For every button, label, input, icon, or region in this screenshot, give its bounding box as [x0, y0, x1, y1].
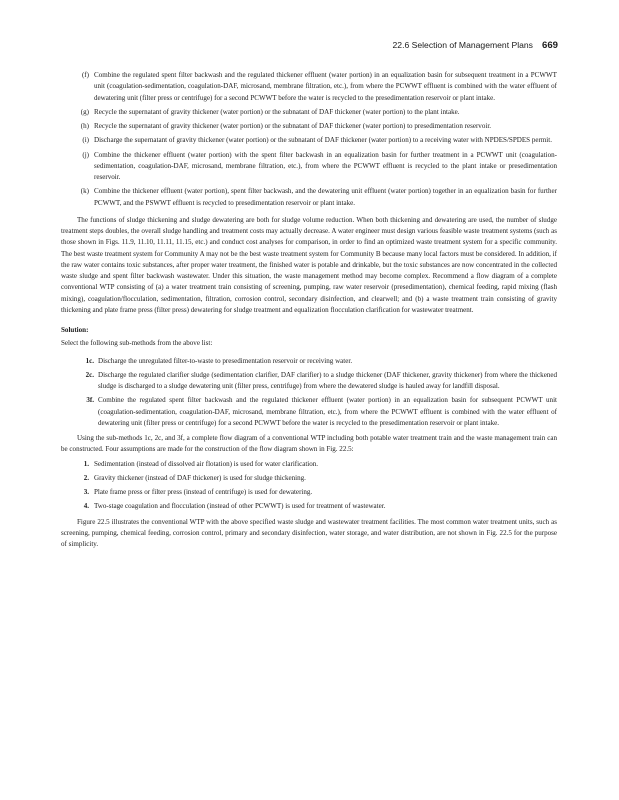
assumption-text: Plate frame press or filter press (instead of centrifuge) is used for dewatering.: [94, 488, 313, 496]
item-text: Combine the thickener effluent (water portion) with the spent filter backwash in an equalization basin for further treatment in a PCWWT unit (coagulation-sedimentation, coagulation-DAF, microsand, membrane filtration, etc.), from where the PCWWT effluent is recycled to the plant intake or presedimentation reservoir.: [94, 150, 557, 181]
list-item-k: [61, 186, 557, 209]
assumption-text: Two-stage coagulation and flocculation (instead of other PCWWT) is used for treatment of wastewater.: [94, 502, 386, 511]
list-item-f: [61, 70, 557, 104]
assumption-list: [61, 459, 557, 513]
list-item-j: [61, 150, 557, 184]
item-label: (j): [82, 150, 89, 159]
item-text: Recycle the supernatant of gravity thickener (water portion) or the subnatant of DAF thickener (water portion) to presedimentation reservoir.: [94, 122, 492, 130]
sub-method-text: Discharge the unregulated filter-to-waste to presedimentation reservoir or receiving water.: [98, 356, 353, 365]
sub-method-1c: [61, 356, 557, 367]
item-text: Combine the thickener effluent (water portion), spent filter backwash, and the dewatering unit effluent (water portion) together in an equalization basin for further PCWWT, and the PSWWT effluent is recycled to presedimentation reservoir or plant intake.: [94, 187, 557, 207]
assumption-item: [61, 459, 557, 470]
assumption-text: Gravity thickener (instead of DAF thickener) is used for sludge thickening.: [94, 473, 306, 482]
item-label: (k): [80, 187, 89, 196]
assumption-label: 2.: [83, 473, 89, 482]
assumption-paragraph: Using the sub-methods 1c, 2c, and 3f, a complete flow diagram of a conventional WTP including both potable water treatment train and the waste management train can be constructed. Four assumptions are made for the construction of the flow diagram shown in Fig. 22.5:: [61, 434, 557, 454]
assumption-label: 1.: [83, 459, 89, 468]
sub-method-label: 2c.: [85, 370, 94, 379]
section-title: 22.6 Selection of Management Plans: [392, 40, 533, 50]
closing-paragraph: Figure 22.5 illustrates the conventional WTP with the above specified waste sludge and wastewater treatment facilities. The most common water treatment units, such as screening, pumping, chemical feeding, corrosion control, primary and secondary disinfection, water storage, and water distribution, are not shown in Fig. 22.5 for the purpose of simplicity.: [61, 517, 557, 548]
assumption-label: 4.: [83, 502, 89, 511]
solution-heading: Solution:: [61, 326, 89, 334]
list-item-h: [61, 121, 557, 132]
running-head: [60, 40, 558, 51]
page-number: 669: [541, 40, 558, 51]
page-body: [61, 70, 557, 550]
lettered-list: [61, 70, 557, 209]
sub-method-text: Combine the regulated spent filter backwash and the regulated thickener effluent (water portion) in an equalization basin for subsequent PCWWT unit (coagulation-sedimentation, coagulation-DAF, microsand, membrane filtration, etc.), from where the PCWWT effluent is combined with the water effluent of dewatering unit (filter press or centrifuge) for a second PCWWT before the water is recycled to the presedimentation reservoir or plant intake.: [98, 396, 557, 427]
item-text: Recycle the supernatant of gravity thickener (water portion) or the subnatant of DAF thickener (water portion) to the plant intake.: [94, 107, 460, 116]
item-label: (f): [81, 71, 89, 79]
list-item-i: [61, 135, 557, 146]
sub-method-2c: [61, 370, 557, 393]
list-item-g: [61, 107, 557, 118]
solution-intro: Select the following sub-methods from the above list:: [61, 339, 213, 348]
item-text: Combine the regulated spent filter backwash and the regulated thickener effluent (water portion) in an equalization basin for subsequent treatment in a PCWWT unit (coagulation-sedimentation, coagulation-DAF, microsand, membrane filtration, etc.), from where the PCWWT effluent is combined with the water effluent of dewatering unit (filter press or centrifuge) for a second PCWWT before the water is recycled to the presedimentation reservoir or plant intake.: [94, 71, 557, 102]
assumption-label: 3.: [83, 488, 89, 496]
problem-paragraph: The functions of sludge thickening and sludge dewatering are both for sludge volume reduction. When both thickening and dewatering are used, the number of sludge treatment steps doubles, the overall sludge handling and treatment costs may actually decrease. A water engineer must design various feasible waste treatment systems (such as those shown in Figs. 11.9, 11.10, 11.11, 11.15, etc.) and conduct cost analyses for comparison, in order to find an optimized waste treatment system for a specific community. The best waste treatment system for Community A may not be the best waste treatment system for Community B because many local factors must be considered. In addition, if the raw water contains toxic substances, after proper water treatment, the finished water is potable and drinkable, but the toxic substances are now concentrated in the collected waste sludge and spent filter backwash wastewater. Under this situation, the waste management method may become complex. Recommend a flow diagram of a complete conventional WTP consisting of (a) a water treatment train consisting of screening, pumping, raw water reservoir (presedimentation), chemical feeding, rapid mixing (flash mixing), coagulation/flocculation, sedimentation, filtration, corrosion control, secondary disinfection, and clearwell; and (b) a waste treatment train consisting of gravity thickening and plate frame press (filter press) dewatering for sludge treatment and equalization flocculation clarification for wastewater treatment.: [61, 215, 557, 314]
sub-method-text: Discharge the regulated clarifier sludge (sedimentation clarifier, DAF clarifier) to a sludge thickener (DAF thickener, gravity thickener) from where the thickened sludge is discharged to a sludge dewatering unit (filter press, centrifuge) from where the dewatered sludge is hauled away for landfill disposal.: [98, 370, 557, 390]
assumption-item: [61, 487, 557, 498]
sub-method-list: [61, 356, 557, 430]
assumption-text: Sedimentation (instead of dissolved air flotation) is used for water clarification.: [94, 459, 319, 468]
item-label: (i): [82, 136, 89, 145]
item-label: (g): [80, 107, 89, 116]
sub-method-3f: [61, 395, 557, 429]
assumption-item: [61, 473, 557, 484]
sub-method-label: 1c.: [85, 356, 94, 365]
item-label: (h): [80, 122, 89, 130]
assumption-item: [61, 501, 557, 512]
sub-method-label: 3f.: [86, 396, 94, 405]
item-text: Discharge the supernatant of gravity thickener (water portion) or the subnatant of DAF thickener (water portion) to a receiving water with NPDES/SPDES permit.: [94, 136, 552, 145]
